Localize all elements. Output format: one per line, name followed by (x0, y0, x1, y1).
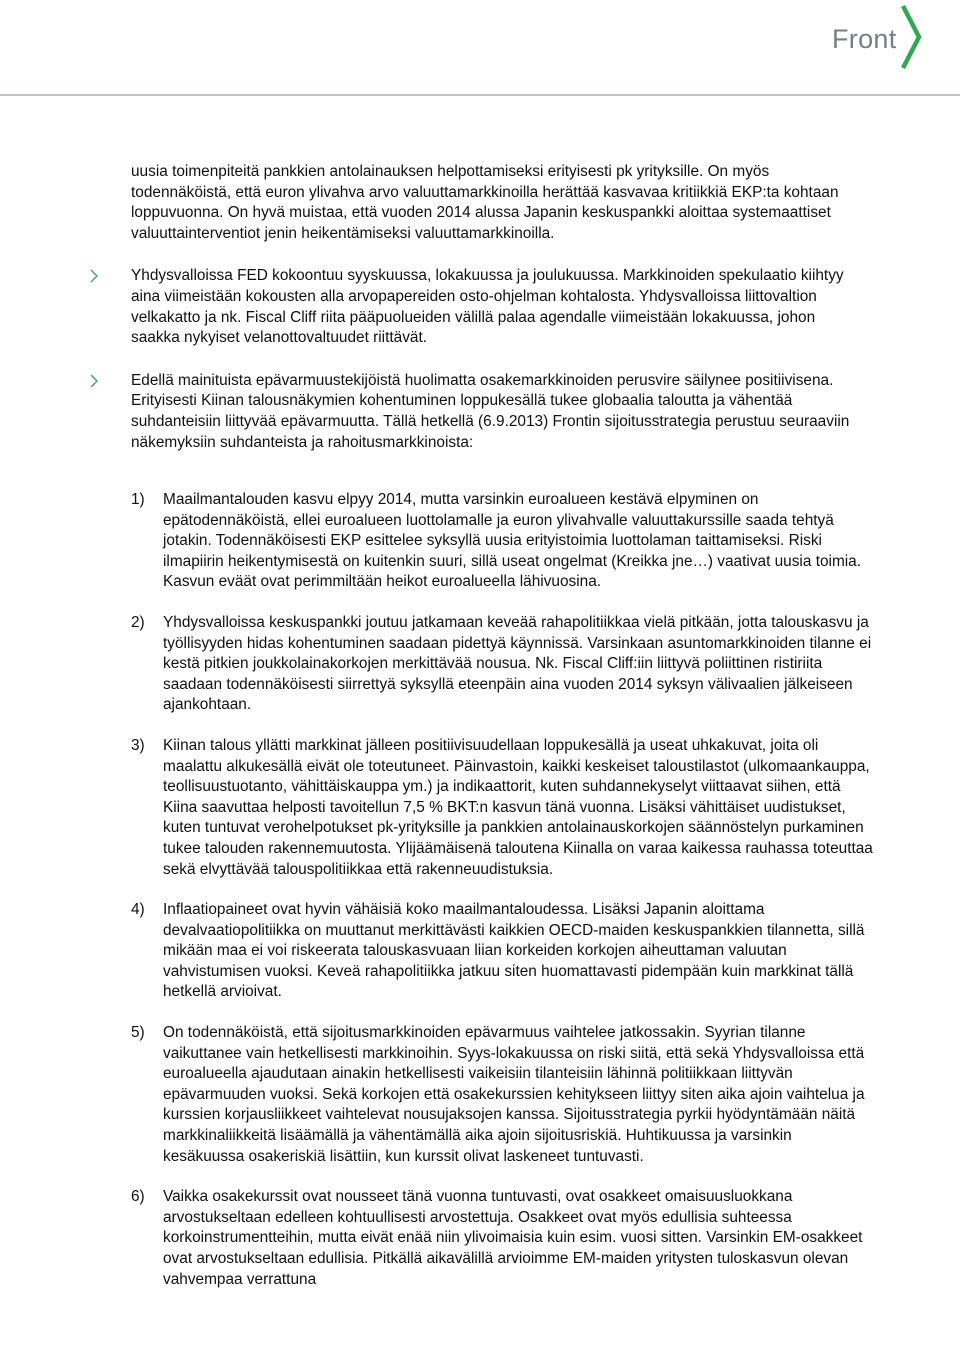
item-number: 2) (131, 613, 145, 631)
list-item (131, 613, 876, 716)
list-item (131, 490, 876, 593)
chevron-right-icon (900, 4, 922, 70)
document-body (131, 162, 866, 453)
item-number: 5) (131, 1024, 145, 1042)
chevron-bullet-icon (89, 374, 99, 388)
list-item (131, 900, 876, 1003)
item-text: Yhdysvalloissa keskuspankki joutuu jatkamaan keveää rahapolitiikkaa vielä pitkään, jotta talouskasvu ja työllisyyden hidas kohentuminen saadaan pidettyä käynnissä. Varsinkaan asuntomarkkinoiden tilanne ei kestä pitkien joukkolainakorkojen merkittävää nousua. Nk. Fiscal Cliff:iin liittyvä poliittinen ristiriita saadaan todennäköisesti siirrettyä syksyllä eteenpäin aina vuoden 2014 syksyn välivaalien jälkeiseen ajankohtaan. (163, 613, 872, 714)
item-number: 1) (131, 491, 145, 508)
item-text: Inflaatiopaineet ovat hyvin vähäisiä koko maailmantaloudessa. Lisäksi Japanin aloittama devalvaatiopolitiikka on muuttanut merkittävästi kaikkien OECD-maiden keskuspankkien tilannetta, sillä mikään maa ei voi riskeerata talouskasvuaan liian korkeiden korkojen aiheuttaman valuutan vahvistumisen vuoksi. Keveä rahapolitiikka jatkuu siten huomattavasti pidempään kuin markkinat tällä hetkellä arvioivat. (163, 901, 865, 1001)
chevron-bullet-icon (89, 269, 99, 283)
strategy-views-list (131, 490, 876, 1310)
list-item (131, 1023, 876, 1167)
bullet-text: Edellä mainituista epävarmuustekijöistä huolimatta osakemarkkinoiden perusvire säilynee positiivisena. Erityisesti Kiinan talousnäkymien kohentuminen loppukesällä tukee globaalia taloutta ja vähentää suhdanteisiin liittyvää epävarmuutta. Tällä hetkellä (6.9.2013) Frontin sijoitusstrategia perustuu seuraaviin näkemyksiin suhdanteista ja rahoitusmarkkinoista: (131, 371, 850, 451)
logo-text: Front (832, 23, 897, 54)
item-text: Vaikka osakekurssit ovat nousseet tänä vuonna tuntuvasti, ovat osakkeet omaisuusluokkana arvostukseltaan edelleen kohtuullisesti arvostettuja. Osakkeet ovat myös edullisia suhteessa korkoinstrumentteihin, mutta eivät enää niin ylivoimaisia kuin esim. vuosi sitten. Varsinkin EM-osakkeet ovat arvostukseltaan edullisia. Pitkällä aikavälillä arvioimme EM-maiden yritysten tuloskasvun olevan vahvempaa verrattuna (163, 1188, 863, 1288)
item-text: Maailmantalouden kasvu elpyy 2014, mutta varsinkin euroalueen kestävä elpyminen on epätodennäköistä, ellei euroalueen luottolamalle ja euron ylivahvalle valuuttakurssille saada tehtyä jotakin. Todennäköisesti EKP esittelee syksyllä uusia erityistoimia luottolaman taittamiseksi. Riski ilmapiirin heikentymisestä on kuitenkin suuri, sillä useat ongelmat (Kreikka jne…) vaativat uusia toimia. Kasvun eväät ovat perimmiltään heikot euroalueella lähivuosina. (163, 491, 862, 591)
item-text: On todennäköistä, että sijoitusmarkkinoiden epävarmuus vaihtelee jatkossakin. Syyrian tilanne vaikuttanee vain hetkellisesti markkinoihin. Syys-lokakuussa on riski siitä, että sekä Yhdysvalloissa että euroalueella ajaudutaan ainakin hetkellisesti vaikeisiin tilanteisiin lähinnä politiikkaan liittyvän epävarmuuden vuoksi. Sekä korkojen että osakekurssien kehitykseen liittyy siten aika ajoin vaihtelua ja kurssien korjausliikkeet vaihtelevat nousujaksojen kanssa. Sijoitusstrategia pyrkii hyödyntämään näitä markkinaliikkeitä lisäämällä ja vähentämällä aika ajoin sijoitusriskiä. Huhtikuussa ja varsinkin kesäkuussa osakeriskiä lisättiin, kun kurssit olivat laskeneet tuntuvasti. (163, 1024, 865, 1165)
bullet-item (131, 266, 866, 348)
item-text: Kiinan talous yllätti markkinat jälleen positiivisuudellaan loppukesällä ja useat uhkakuvat, joita oli maalattu alkukesällä eivät ole toteutuneet. Päinvastoin, kaikki keskeiset taloustilastot (ulkomaankauppa, teollisuustuotanto, vähittäiskauppa ym.) ja indikaattorit, kuten suhdannekyselyt viittaavat siihen, että Kiina saavuttaa helposti tavoitellun 7,5 % BKT:n kasvun tänä vuonna. Lisäksi vähittäiset uudistukset, kuten tuntuvat verohelpotukset pk-yrityksille ja pankkien antolainauskorkojen säännöstelyn purkaminen tukee talouden rakennemuutosta. Ylijäämäisenä taloutena Kiinalla on varaa kaikessa rauhassa toteuttaa sekä elvyttävää talouspolitiikkaa että rakenneuudistuksia. (163, 736, 873, 878)
item-number: 4) (131, 901, 145, 919)
intro-paragraph: uusia toimenpiteitä pankkien antolainauksen helpottamiseksi erityisesti pk yrityksille. On myös todennäköistä, että euron ylivahva arvo valuuttamarkkinoilla herättää kasvavaa kritiikkiä EKP:ta kohtaan loppuvuonna. On hyvä muistaa, että vuoden 2014 alussa Japanin keskuspankki aloittaa systemaattiset valuuttainterventiot jenin heikentämiseksi valuuttamarkkinoilla. (131, 163, 839, 242)
list-item (131, 736, 876, 880)
bullet-text: Yhdysvalloissa FED kokoontuu syyskuussa, lokakuussa ja joulukuussa. Markkinoiden spekulaatio kiihtyy aina viimeistään kokousten alla arvopapereiden osto-ohjelman kohtalosta. Yhdysvalloissa liittovaltion velkakatto ja nk. Fiscal Cliff riita pääpuolueiden välillä palaa agendalle viimeistään lokakuussa, johon saakka nykyiset velanottovaltuudet riittävät. (131, 267, 844, 347)
list-item (131, 1187, 876, 1290)
item-number: 3) (131, 736, 145, 754)
front-logo (832, 2, 922, 72)
bullet-item (131, 371, 866, 453)
header-divider (0, 94, 960, 96)
item-number: 6) (131, 1188, 145, 1206)
